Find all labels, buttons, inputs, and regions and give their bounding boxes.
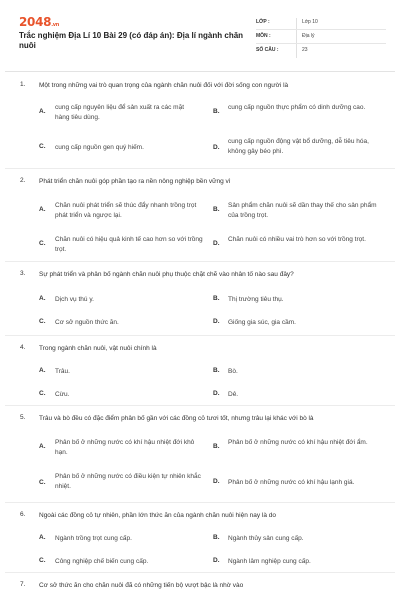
meta-label: MÔN : xyxy=(256,33,271,39)
option-text: Chăn nuôi có nhiều vai trò hơn so với trồng trọt. xyxy=(228,236,366,243)
question-number: 2. xyxy=(20,177,26,184)
question-number: 4. xyxy=(20,344,26,351)
option-text: Ngành lâm nghiệp cung cấp. xyxy=(228,558,311,565)
option-letter: B. xyxy=(213,443,220,450)
question-text: Phát triển chăn nuôi góp phần tạo ra nền nông nghiệp bền vững vì xyxy=(39,178,231,185)
meta-value: Lớp 10 xyxy=(302,19,318,25)
meta-row-class xyxy=(256,16,386,30)
question-divider xyxy=(5,335,395,336)
option-letter: A. xyxy=(39,295,46,302)
logo-suffix: .vn xyxy=(51,22,60,28)
option-letter: D. xyxy=(213,557,220,564)
option-text: cung cấp nguyên liệu để sản xuất ra các mặt hàng tiêu dùng. xyxy=(55,104,184,121)
option-letter: A. xyxy=(39,206,46,213)
header-divider xyxy=(5,71,395,72)
question-divider xyxy=(5,405,395,406)
option-text: Cừu. xyxy=(55,391,70,398)
question-number: 7. xyxy=(20,581,26,588)
option-text: Phân bố ở những nước có điều kiện tự nhiên khắc nhiệt. xyxy=(55,473,201,490)
option-text: Phân bố ở những nước có khí hậu lạnh giá. xyxy=(228,479,355,486)
option-text: Thị trường tiêu thụ. xyxy=(228,296,284,303)
meta-value: 23 xyxy=(302,47,308,53)
option-letter: C. xyxy=(39,143,46,150)
question-divider xyxy=(5,261,395,262)
meta-label: LỚP : xyxy=(256,19,270,25)
option-text: Dịch vụ thú y. xyxy=(55,296,94,303)
question-number: 1. xyxy=(20,81,26,88)
option-letter: A. xyxy=(39,534,46,541)
option-text: cung cấp nguồn động vật bổ dưỡng, dễ tiêu hóa, không gây béo phì. xyxy=(228,138,369,155)
question-text: Cơ sở thức ăn cho chăn nuôi đã có những tiến bộ vượt bậc là nhờ vào xyxy=(39,582,244,589)
option-letter: A. xyxy=(39,108,46,115)
question-divider xyxy=(5,168,395,169)
option-letter: B. xyxy=(213,295,220,302)
option-text: Dê. xyxy=(228,391,239,398)
option-text: Trâu. xyxy=(55,368,70,375)
page-title: Trắc nghiệm Địa Lí 10 Bài 29 (có đáp án): Địa lí ngành chăn nuôi xyxy=(19,31,244,50)
option-text: Bò. xyxy=(228,368,238,375)
meta-label: SỐ CÂU : xyxy=(256,47,279,53)
option-letter: B. xyxy=(213,367,220,374)
option-letter: D. xyxy=(213,318,220,325)
question-number: 3. xyxy=(20,270,26,277)
meta-row-count xyxy=(256,44,386,58)
option-letter: D. xyxy=(213,478,220,485)
option-letter: C. xyxy=(39,318,46,325)
site-logo[interactable] xyxy=(19,15,59,29)
option-text: Cơ sở nguồn thức ăn. xyxy=(55,319,119,326)
option-letter: C. xyxy=(39,557,46,564)
question-text: Ngoài các đồng cỏ tự nhiên, phần lớn thức ăn của ngành chăn nuôi hiện nay là do xyxy=(39,512,277,519)
question-text: Sự phát triển và phân bố ngành chăn nuôi phụ thuộc chặt chẽ vào nhân tố nào sau đây? xyxy=(39,271,294,278)
question-number: 5. xyxy=(20,414,26,421)
option-text: Chăn nuôi phát triển sẽ thúc đẩy nhanh trồng trọt phát triển và ngược lại. xyxy=(55,202,197,219)
option-letter: C. xyxy=(39,390,46,397)
option-letter: B. xyxy=(213,206,220,213)
option-text: Ngành thủy sản cung cấp. xyxy=(228,535,304,542)
option-letter: B. xyxy=(213,108,220,115)
logo-main: 2048 xyxy=(19,15,52,29)
question-text: Trâu và bò đều có đặc điểm phân bố gần với các đồng cỏ tươi tốt, nhưng trâu lại khác với bò là xyxy=(39,415,314,422)
option-text: Chăn nuôi có hiệu quả kinh tế cao hơn so với trồng trọt. xyxy=(55,236,203,253)
page-header xyxy=(19,14,386,58)
meta-row-subject xyxy=(256,30,386,44)
option-text: Giống gia súc, gia cầm. xyxy=(228,319,296,326)
option-letter: B. xyxy=(213,534,220,541)
option-text: cung cấp nguồn gen quý hiếm. xyxy=(55,144,144,151)
question-divider xyxy=(5,502,395,503)
option-letter: D. xyxy=(213,144,220,151)
question-text: Một trong những vai trò quan trọng của ngành chăn nuôi đối với đời sống con người là xyxy=(39,82,289,89)
question-number: 6. xyxy=(20,511,26,518)
option-letter: D. xyxy=(213,240,220,247)
question-text: Trong ngành chăn nuôi, vật nuôi chính là xyxy=(39,345,157,352)
option-text: Phân bố ở những nước có khí hậu nhiệt đới khô hạn. xyxy=(55,439,195,456)
option-text: cung cấp nguồn thực phẩm có dinh dưỡng cao. xyxy=(228,104,366,111)
option-letter: A. xyxy=(39,443,46,450)
option-letter: A. xyxy=(39,367,46,374)
meta-value: Địa lý xyxy=(302,33,315,39)
option-text: Sản phẩm chăn nuôi sẽ dần thay thế cho sản phẩm của trồng trọt. xyxy=(228,202,377,219)
option-text: Ngành trồng trọt cung cấp. xyxy=(55,535,132,542)
meta-panel xyxy=(256,16,386,58)
option-text: Phân bố ở những nước có khí hậu nhiệt đới ẩm. xyxy=(228,439,368,446)
option-text: Công nghiệp chế biến cung cấp. xyxy=(55,558,149,565)
question-divider xyxy=(5,572,395,573)
option-letter: C. xyxy=(39,479,46,486)
option-letter: D. xyxy=(213,390,220,397)
option-letter: C. xyxy=(39,240,46,247)
